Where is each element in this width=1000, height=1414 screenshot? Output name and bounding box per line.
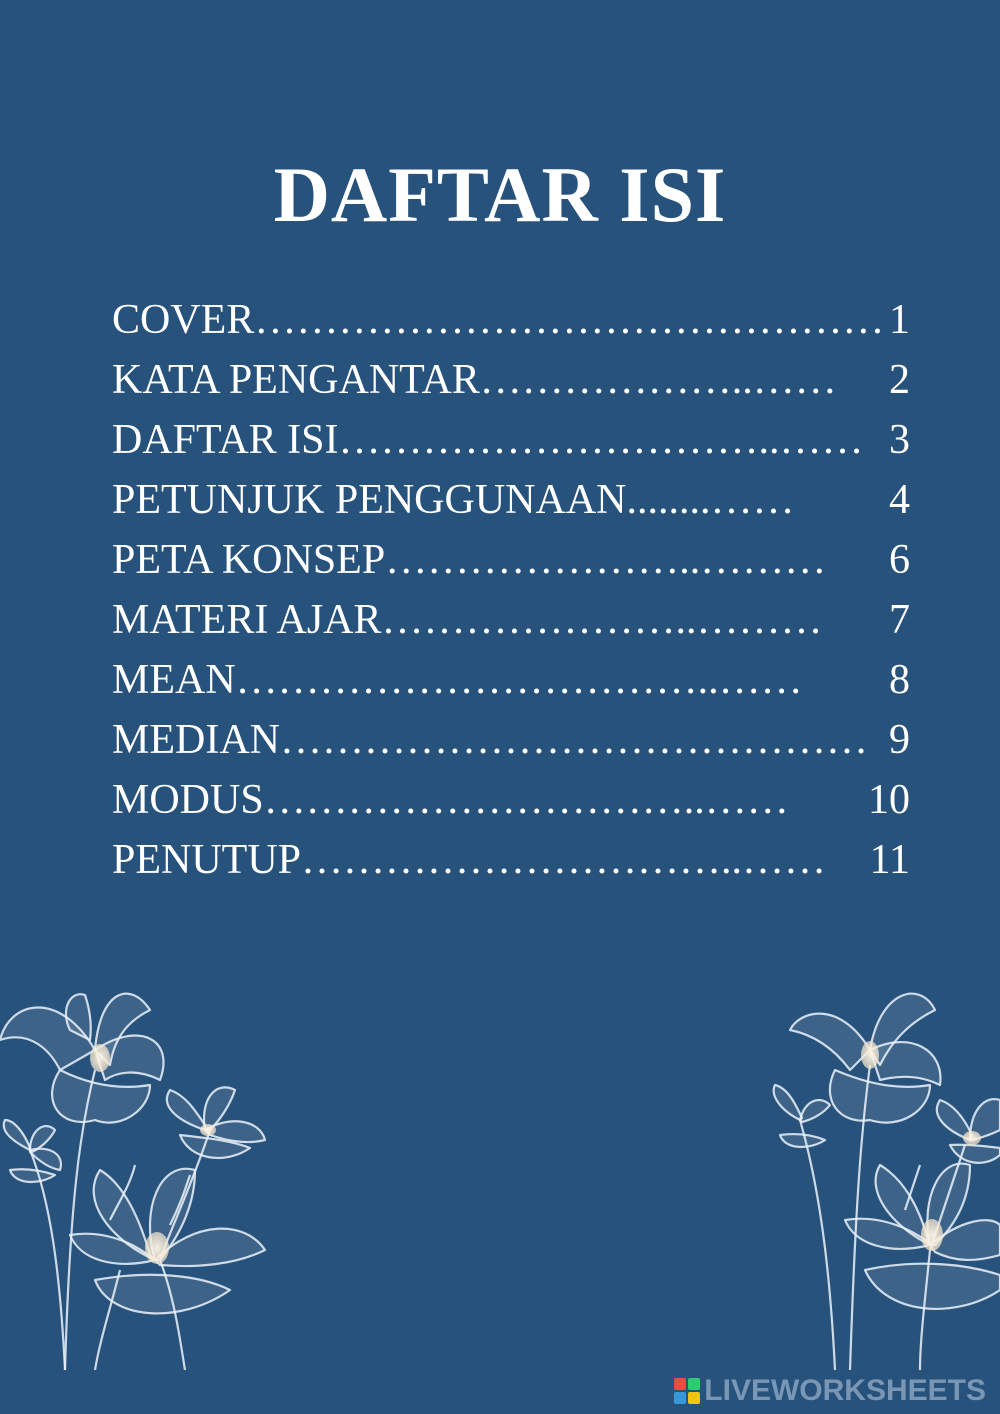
logo-square [674, 1378, 686, 1390]
toc-page-number: 4 [889, 477, 910, 523]
toc-entry-label: MEAN [112, 657, 236, 703]
toc-entry [100, 770, 920, 830]
watermark-text: LIVEWORKSHEETS [704, 1374, 986, 1407]
flower-cluster-icon [0, 970, 290, 1370]
toc-page-number: 10 [868, 777, 910, 823]
toc-entry-label: MEDIAN [112, 717, 280, 763]
logo-square [688, 1392, 700, 1404]
toc-entry [100, 290, 920, 350]
toc-entry [100, 470, 920, 530]
toc-entry [100, 650, 920, 710]
logo-square [688, 1378, 700, 1390]
toc-entry [100, 410, 920, 470]
toc-page-number: 11 [869, 837, 910, 883]
toc-leader-dots: ………………..…… [479, 357, 837, 403]
toc-leader-dots: ……………………………………… [254, 297, 885, 343]
toc-page-number: 7 [889, 597, 910, 643]
table-of-contents [100, 290, 920, 890]
toc-leader-dots: …………………..……… [381, 597, 823, 643]
toc-leader-dots: ........…… [626, 477, 795, 523]
liveworksheets-logo-icon [674, 1378, 700, 1404]
toc-entry [100, 590, 920, 650]
toc-page-number: 9 [889, 717, 910, 763]
toc-page-number: 6 [889, 537, 910, 583]
toc-entry-label: DAFTAR ISI [112, 417, 339, 463]
toc-page-number: 1 [889, 297, 910, 343]
toc-leader-dots: …………………………..…… [301, 837, 827, 883]
toc-leader-dots: …………………..……… [385, 537, 827, 583]
toc-entry-label: KATA PENGANTAR [112, 357, 480, 403]
flower-cluster-icon [760, 970, 1000, 1370]
toc-leader-dots: …………………………..…… [338, 417, 864, 463]
toc-entry [100, 350, 920, 410]
toc-entry-label: MATERI AJAR [112, 597, 382, 643]
toc-entry [100, 710, 920, 770]
toc-entry [100, 530, 920, 590]
toc-page-number: 8 [889, 657, 910, 703]
toc-page-number: 2 [889, 357, 910, 403]
logo-square [674, 1392, 686, 1404]
toc-entry-label: PETA KONSEP [112, 537, 386, 583]
toc-entry [100, 830, 920, 890]
toc-entry-label: PENUTUP [112, 837, 302, 883]
liveworksheets-watermark [674, 1374, 986, 1408]
toc-page-number: 3 [889, 417, 910, 463]
toc-leader-dots: ……………………………..…… [235, 657, 803, 703]
toc-entry-label: PETUNJUK PENGGUNAAN [112, 477, 627, 523]
page-title: DAFTAR ISI [273, 151, 727, 238]
toc-leader-dots: …………………………………… [279, 717, 868, 763]
toc-entry-label: MODUS [112, 777, 264, 823]
toc-entry-label: COVER [112, 297, 255, 343]
toc-leader-dots: …………………………..…… [263, 777, 789, 823]
